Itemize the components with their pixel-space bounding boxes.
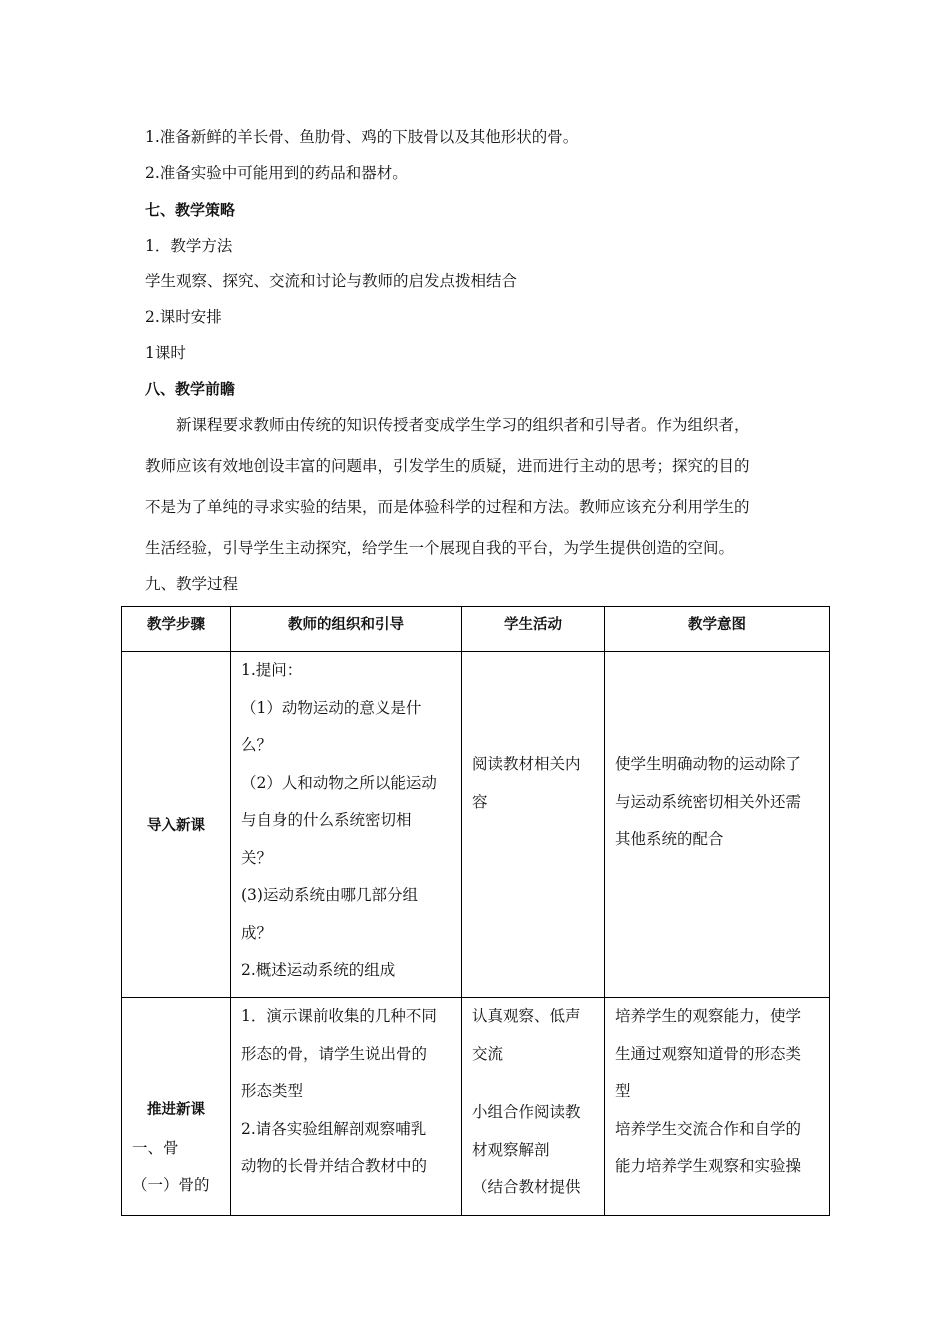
intent-intro-line: 与运动系统密切相关外还需 bbox=[615, 792, 802, 811]
process-heading: 九、教学过程 bbox=[145, 575, 239, 593]
outlook-line-3: 不是为了单纯的寻求实验的结果，而是体验科学的过程和方法。教师应该充分利用学生的 bbox=[145, 498, 750, 516]
teacher-intro-line: 2.概述运动系统的组成 bbox=[241, 961, 396, 979]
teacher-advance-line: 动物的长骨并结合教材中的 bbox=[241, 1157, 428, 1175]
intent-advance-line: 能力培养学生观察和实验操 bbox=[615, 1157, 802, 1175]
table-header-row bbox=[122, 607, 830, 652]
prep-line-1: 1.准备新鲜的羊长骨、鱼肋骨、鸡的下肢骨以及其他形状的骨。 bbox=[145, 128, 579, 146]
teacher-advance-line: 1．演示课前收集的几种不同 bbox=[241, 1007, 437, 1025]
step-intro-label: 导入新课 bbox=[147, 818, 205, 834]
cell-step-intro bbox=[122, 652, 231, 998]
student-advance-line bbox=[472, 1073, 600, 1094]
intent-advance-line: 培养学生的观察能力，使学 bbox=[615, 1007, 802, 1025]
cell-step-advance bbox=[122, 998, 231, 1216]
intent-advance-line: 型 bbox=[615, 1082, 631, 1100]
header-student: 学生活动 bbox=[462, 607, 605, 652]
outlook-line-1: 新课程要求教师由传统的知识传授者变成学生学习的组织者和引导者。作为组织者， bbox=[145, 416, 750, 434]
teacher-advance-line: 形态类型 bbox=[241, 1082, 304, 1100]
teacher-intro-line: 么？ bbox=[241, 736, 273, 754]
teacher-intro-line: 成？ bbox=[241, 923, 273, 942]
teacher-intro-line: 与自身的什么系统密切相 bbox=[241, 811, 412, 829]
outlook-heading: 八、教学前瞻 bbox=[145, 380, 236, 398]
header-step: 教学步骤 bbox=[122, 607, 231, 652]
student-intro-line: 阅读教材相关内 bbox=[472, 755, 581, 773]
cell-teacher-advance bbox=[231, 998, 462, 1216]
method-title: 1．教学方法 bbox=[145, 237, 233, 255]
schedule-text: 1课时 bbox=[145, 344, 186, 362]
student-advance-line: 材观察解剖 bbox=[472, 1140, 550, 1159]
teacher-advance-line: 2.请各实验组解剖观察哺乳 bbox=[241, 1119, 427, 1138]
table-row-advance bbox=[122, 998, 830, 1216]
teacher-intro-line: 1.提问： bbox=[241, 661, 303, 679]
method-text: 学生观察、探究、交流和讨论与教师的启发点拨相结合 bbox=[145, 272, 518, 290]
intent-advance-line: 生通过观察知道骨的形态类 bbox=[615, 1044, 802, 1063]
header-intent: 教学意图 bbox=[605, 607, 830, 652]
table-row-intro bbox=[122, 652, 830, 998]
strategy-heading: 七、教学策略 bbox=[145, 201, 236, 219]
teacher-intro-line: （2）人和动物之所以能运动 bbox=[241, 773, 437, 792]
teaching-process-table bbox=[121, 606, 830, 1216]
step-advance-sub: 一、骨 bbox=[132, 1138, 179, 1157]
intent-advance-line: 培养学生交流合作和自学的 bbox=[615, 1119, 802, 1138]
cell-intent-intro bbox=[605, 652, 830, 998]
cell-teacher-intro bbox=[231, 652, 462, 998]
teacher-advance-line: 形态的骨，请学生说出骨的 bbox=[241, 1044, 428, 1063]
student-advance-line: 认真观察、低声 bbox=[472, 1007, 581, 1025]
cell-student-advance bbox=[462, 998, 605, 1216]
outlook-line-2: 教师应该有效地创设丰富的问题串，引发学生的质疑，进而进行主动的思考；探究的目的 bbox=[145, 457, 750, 475]
cell-intent-advance bbox=[605, 998, 830, 1216]
teacher-intro-line: (3)运动系统由哪几部分组 bbox=[241, 886, 418, 904]
student-intro-line: 容 bbox=[472, 792, 488, 811]
intent-intro-line: 其他系统的配合 bbox=[615, 830, 724, 848]
prep-line-2: 2.准备实验中可能用到的药品和器材。 bbox=[145, 164, 408, 182]
step-advance-sub: （一）骨的 bbox=[132, 1176, 210, 1194]
intent-intro-line: 使学生明确动物的运动除了 bbox=[615, 755, 802, 773]
schedule-title: 2.课时安排 bbox=[145, 308, 222, 326]
teacher-intro-line: 关？ bbox=[241, 848, 273, 867]
student-advance-line: 交流 bbox=[472, 1044, 504, 1063]
header-teacher: 教师的组织和引导 bbox=[231, 607, 462, 652]
step-advance-title: 推进新课 bbox=[147, 1102, 205, 1118]
teacher-intro-line: （1）动物运动的意义是什 bbox=[241, 698, 422, 717]
outlook-line-4: 生活经验，引导学生主动探究，给学生一个展现自我的平台，为学生提供创造的空间。 bbox=[145, 539, 735, 557]
student-advance-line: 小组合作阅读教 bbox=[472, 1103, 581, 1121]
cell-student-intro bbox=[462, 652, 605, 998]
student-advance-line: （结合教材提供 bbox=[472, 1178, 581, 1196]
